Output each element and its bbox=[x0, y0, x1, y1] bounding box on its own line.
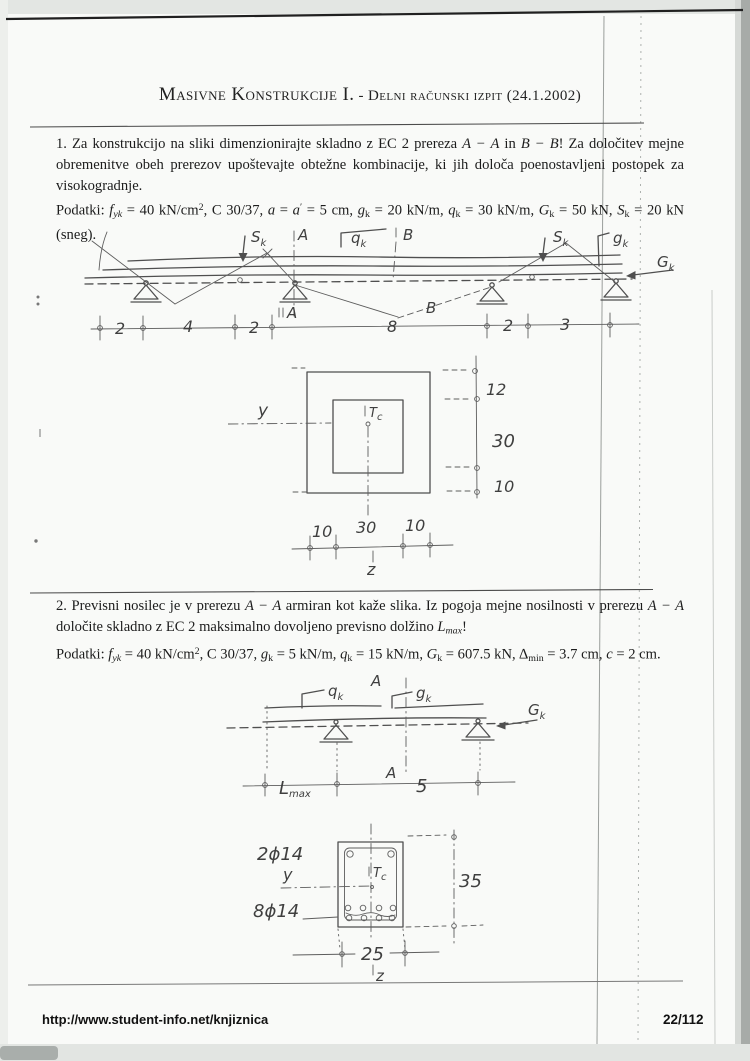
arrow-left-icon bbox=[626, 271, 636, 280]
snow-envelope-lines bbox=[92, 241, 615, 318]
top-rebar-label: 2ϕ14 bbox=[257, 844, 304, 865]
section-divider-rule bbox=[30, 590, 653, 594]
point-load-label: $G_k$ bbox=[528, 701, 546, 722]
cantilever-length-label: Lmax bbox=[279, 778, 311, 800]
snow-load-label-left: $S_k$ bbox=[251, 228, 267, 249]
span-dim-3: 2 bbox=[249, 318, 260, 337]
point-load-label: $G_k$ bbox=[657, 253, 675, 274]
scan-left-band bbox=[0, 0, 8, 1061]
footer-url: http://www.student-info.net/knjiznica bbox=[42, 1012, 269, 1027]
span-dim-label: 5 bbox=[416, 776, 428, 797]
point-load-arrow bbox=[496, 720, 537, 730]
bottom-dim-1: 10 bbox=[312, 522, 333, 541]
arrow-left-icon bbox=[496, 722, 506, 730]
section-line-b bbox=[393, 228, 396, 280]
beam-diagram-1 bbox=[83, 216, 698, 350]
axis-z-label: z bbox=[367, 560, 376, 579]
footer-page-number: 22/112 bbox=[663, 1012, 704, 1027]
bottom-rebar-label: 8ϕ14 bbox=[253, 901, 300, 922]
page-title-main: Masivne Konstrukcije I. bbox=[158, 84, 355, 105]
support-pin-2 bbox=[462, 719, 494, 740]
bottom-dim-3: 10 bbox=[405, 516, 426, 535]
height-dim-label: 35 bbox=[459, 871, 482, 892]
roof-load-bracket bbox=[392, 692, 412, 708]
cross-section-2 bbox=[243, 818, 488, 990]
support-pin-3 bbox=[477, 283, 507, 304]
cross-section-1 bbox=[228, 348, 528, 583]
section-outline bbox=[292, 368, 430, 493]
width-dim-label: 25 bbox=[361, 944, 384, 965]
span-dim-5: 2 bbox=[503, 316, 514, 335]
centroid-label: $T_c$ bbox=[369, 406, 383, 423]
distributed-load-bracket bbox=[302, 690, 324, 708]
task2-data: Podatki: fyk = 40 $kN/cm^2$, C 30/37, gk = 5 kN/m, qk = 15 kN/m, Gk = 607.5 kN, ∆min = 3.7 cm, c = 2 cm. bbox=[56, 646, 661, 665]
scan-right-band-light bbox=[735, 0, 741, 1061]
distributed-load-label: $q_k$ bbox=[328, 682, 344, 703]
scan-right-band bbox=[741, 0, 750, 1061]
section-outline bbox=[338, 842, 403, 927]
rebar-leader-line bbox=[303, 917, 338, 919]
support-pin-4 bbox=[601, 279, 631, 300]
bottom-dim-2: 30 bbox=[356, 518, 377, 537]
roof-load-label: $g_k$ bbox=[416, 684, 432, 705]
section-a-label-top: A bbox=[298, 226, 309, 244]
beam-lines bbox=[227, 704, 528, 728]
side-dim-1: 12 bbox=[486, 380, 507, 399]
section-a-label-bottom: A bbox=[386, 764, 397, 782]
centroid-axes bbox=[228, 406, 370, 518]
roof-load-label: $g_k$ bbox=[613, 229, 629, 250]
support-pin-1 bbox=[320, 720, 352, 742]
side-dim-3: 10 bbox=[494, 477, 515, 496]
scan-bottom-smudge bbox=[0, 1046, 58, 1060]
snow-load-arrow-left bbox=[239, 236, 248, 262]
span-dim-2: 4 bbox=[183, 317, 194, 336]
section-b-label-bottom: B bbox=[426, 299, 437, 317]
span-dim-4: 8 bbox=[387, 317, 398, 336]
centroid-label: $T_c$ bbox=[373, 866, 387, 883]
axis-y-label: y bbox=[258, 401, 269, 421]
task1-data: Podatki: fyk = 40 $kN/cm^2$, C 30/37, a = a′ = 5 cm, gk = 20 kN/m, qk = 30 kN/m, Gk = 50 kN, Sk = 20 kN (sneg). bbox=[56, 202, 685, 243]
top-rebar-circles bbox=[347, 851, 394, 857]
section-a-label-bottom: A bbox=[287, 304, 298, 322]
page-title-sub: - Delni računski izpit (24.1.2002) bbox=[354, 88, 582, 104]
title-rule bbox=[30, 123, 644, 127]
section-a-label-top: A bbox=[371, 672, 382, 690]
task2-text bbox=[56, 596, 684, 669]
scan-bottom-band bbox=[0, 1044, 750, 1061]
page-title bbox=[75, 84, 665, 106]
margin-marks bbox=[35, 296, 40, 542]
beam-diagram-2 bbox=[225, 670, 555, 800]
section-b-label-top: B bbox=[403, 226, 414, 244]
roof-load-bracket bbox=[598, 233, 609, 266]
support-pin-2 bbox=[280, 281, 310, 302]
point-load-arrow bbox=[626, 270, 673, 280]
stirrup bbox=[345, 848, 397, 920]
task2-intro: 2. Previsni nosilec je v prerezu A − A armiran kot kaže slika. Iz pogoja mejne nosilnosti v prerezu A − A določite skladno z EC 2 maksimalno dovoljeno previsno dolžino Lmax! bbox=[56, 598, 684, 637]
bottom-rebar-circles bbox=[345, 905, 396, 921]
span-dim-6: 3 bbox=[560, 315, 571, 334]
axis-y-label: y bbox=[283, 865, 293, 884]
axis-z-label: z bbox=[376, 967, 384, 985]
distributed-load-label: $q_k$ bbox=[351, 229, 367, 250]
task1-intro: 1. Za konstrukcijo na sliki dimenzionirajte skladno z EC 2 prereza A − A in B − B! Za določitev mejne obremenitve obeh prerezov upoštevajte obtežne kombinacije, ki jih določa poenostavljeni postopek za visokogradnje. bbox=[56, 136, 684, 194]
dimension-chain bbox=[91, 313, 639, 340]
span-dim-1: 2 bbox=[115, 319, 126, 338]
side-dim-2: 30 bbox=[492, 431, 515, 452]
scan-fold-line bbox=[712, 290, 715, 1044]
snow-load-label-right: $S_k$ bbox=[553, 228, 569, 249]
right-dimension-chain bbox=[443, 356, 479, 498]
